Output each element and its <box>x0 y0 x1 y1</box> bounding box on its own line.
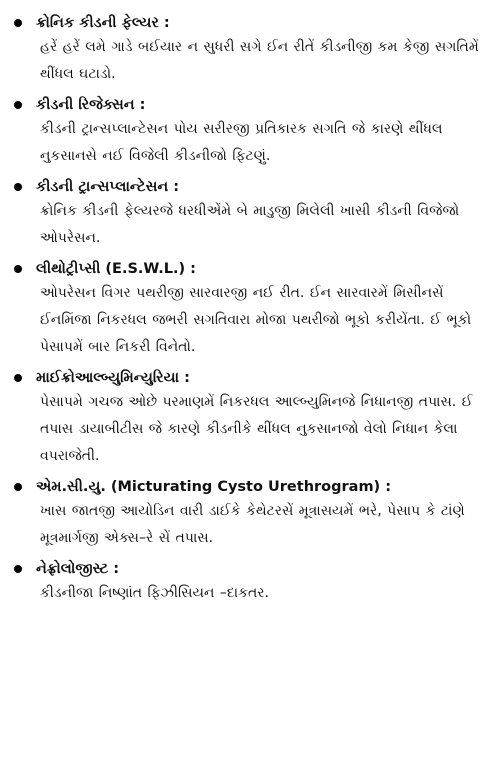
entry-term: કીડની રિજેક્સન : <box>36 97 146 113</box>
entry-definition: ઓપરેસન વિગર પથરીજી સારવારજી નઈ રીત. ઈન સારવારમેં મિસીનસેં ઈનમિંજા નિકરધલ જભરી સગતિવારા મોજા પથરીજો ભૂકો કરીયેંતા. ઈ ભૂકો પેસાપમેં બાર નિકરી વિનેતો. <box>40 285 472 355</box>
entry-term: લીથોટ્રીપ્સી (E.S.W.L.) : <box>36 261 196 277</box>
glossary-entry <box>10 258 490 361</box>
entry-term: ક્રોનિક કીડની ફેલ્યર : <box>36 15 170 31</box>
entry-term: કીડની ટ્રાન્સપ્લાન્ટેસન : <box>36 179 180 195</box>
entry-definition: ક્રોનિક કીડની ફેલ્યરજે ધરધીએંમે બે માડુજી મિલેલી ખાસી કીડની વિજેજો ઓપરેસન. <box>40 203 460 246</box>
entry-term-row <box>10 367 490 389</box>
entry-term-row <box>10 12 490 34</box>
entry-term: એમ.સી.યુ. (Micturating Cysto Urethrogram) : <box>36 479 392 495</box>
entry-term-row <box>10 476 490 498</box>
glossary-entry <box>10 558 490 607</box>
bullet-icon <box>14 483 22 491</box>
entry-definition: કીડની ટ્રાન્સપ્લાન્ટેસન પોય સરીરજી પ્રતિકારક સગતિ જે કારણે થીંધલ નુકસાનસે નઈ વિજેલી કીડનીજો ફિટણું. <box>40 121 443 164</box>
entry-term: નેફ્રોલોજીસ્ટ : <box>36 561 120 577</box>
entry-term-row <box>10 176 490 198</box>
glossary-entry <box>10 476 490 552</box>
bullet-icon <box>14 374 22 382</box>
bullet-icon <box>14 265 22 273</box>
glossary-entry <box>10 94 490 170</box>
entry-definition: ખાસ જાતજી આયોડિન વારી ડાઈકે કેથેટરસેં મૂત્રાસયમેં ભરે, પેસાપ કે ટાંણે મૂત્રમાર્ગજી એક્સ–રે સેં તપાસ. <box>40 503 465 546</box>
entry-definition: હરેં હરેં લમે ગાડે બઈયાર ન સુધરી સગે ઈન રીતેં કીડનીજી કમ કેજી સગતિમેં થીંધલ ઘટાડો. <box>40 39 479 82</box>
bullet-icon <box>14 565 22 573</box>
glossary-entry <box>10 176 490 252</box>
entry-term: માઈક્રોઆલ્બ્યુમિન્યુરિયા : <box>36 370 190 386</box>
glossary-entry <box>10 367 490 470</box>
bullet-icon <box>14 19 22 27</box>
bullet-icon <box>14 101 22 109</box>
entry-term-row <box>10 558 490 580</box>
entry-term-row <box>10 258 490 280</box>
glossary-entry <box>10 12 490 88</box>
entry-term-row <box>10 94 490 116</box>
entry-definition: પેસાપમે ગચજ ઓછે પરમાણમેં નિકરધલ આલ્બ્યુમિનજે નિધાનજી તપાસ. ઈ તપાસ ડાયાબીટીસ જે કારણે કીડનીકે થીંધલ નુકસાનજો વેલો નિધાન કેલા વપરાજેતી. <box>40 394 473 464</box>
bullet-icon <box>14 183 22 191</box>
entry-definition: કીડનીજા નિષ્ણાંત ફિઝીસિયન –દાકતર. <box>40 585 269 601</box>
